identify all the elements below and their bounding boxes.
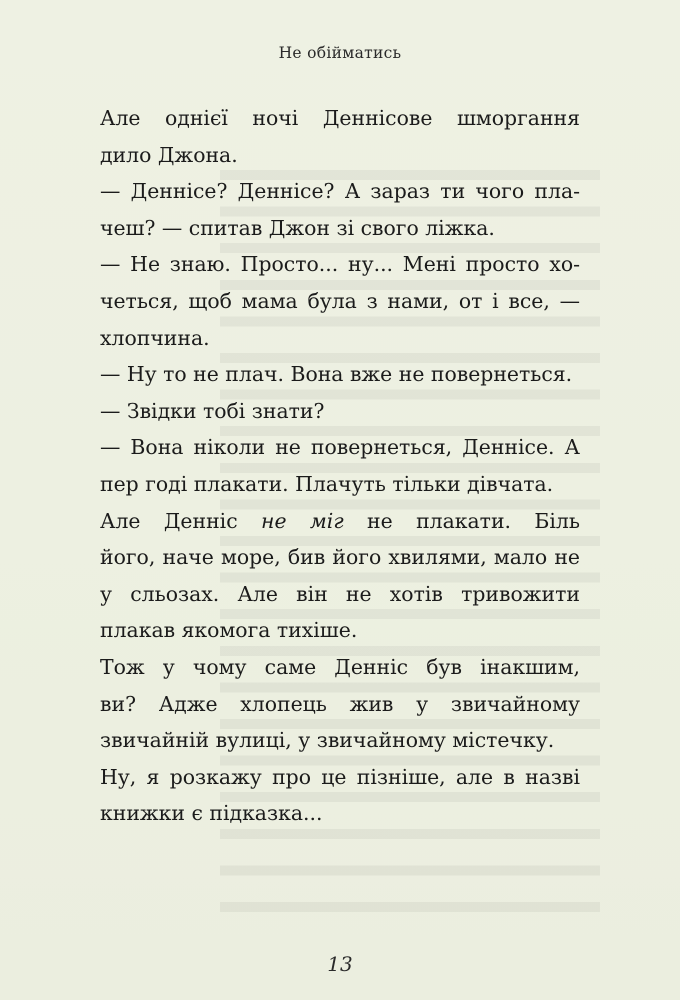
text-line [100, 210, 580, 247]
text-span: не плакати. Біль [367, 508, 580, 533]
page-number: 13 [327, 952, 353, 976]
running-head: Не обійматись [278, 44, 402, 62]
text-span: — Звідки тобі знати? [100, 398, 325, 423]
text-span: — Ну то не плач. Вона вже не повернеться. [100, 362, 573, 387]
text-line [100, 686, 580, 723]
text-line [100, 649, 580, 686]
text-line [100, 576, 580, 613]
text-line [100, 612, 580, 649]
body-text [100, 100, 580, 832]
text-line [100, 320, 580, 357]
text-line [100, 795, 580, 832]
text-span: — Деннісе? Деннісе? А зараз ти чого пла- [100, 179, 580, 204]
text-span: звичайній вулиці, у звичайному містечку. [100, 728, 555, 753]
text-span: ви? Адже хлопець жив у звичайному [100, 691, 580, 716]
italic-text: не міг [261, 508, 344, 533]
text-span: чеш? — спитав Джон зі свого ліжка. [100, 215, 495, 240]
text-line [100, 100, 580, 137]
text-span: Тож у чому саме Денніс був інакшим, [100, 654, 580, 679]
text-span: у сльозах. Але він не хотів тривожити [100, 581, 580, 606]
text-span: Але однієї ночі Деннісове шморгання [100, 106, 580, 130]
text-line [100, 356, 580, 393]
text-span: дило Джона. [100, 142, 238, 167]
text-span: четься, щоб мама була з нами, от і все, — [100, 288, 580, 313]
text-line [100, 539, 580, 576]
text-span: пер годі плакати. Плачуть тільки дівчата. [100, 471, 554, 496]
text-span: хлопчина. [100, 325, 210, 350]
text-line [100, 429, 580, 466]
text-line [100, 173, 580, 210]
text-span: книжки є підказка... [100, 801, 323, 826]
text-line [100, 283, 580, 320]
text-line [100, 393, 580, 430]
text-span: плакав якомога тихіше. [100, 618, 358, 643]
text-line [100, 137, 580, 174]
text-line [100, 503, 580, 540]
text-span: його, наче море, бив його хвилями, мало не [100, 545, 580, 570]
text-line [100, 722, 580, 759]
text-span: Ну, я розкажу про це пізніше, але в назві [100, 764, 580, 789]
text-line [100, 246, 580, 283]
text-span: — Вона ніколи не повернеться, Деннісе. А [100, 435, 580, 460]
text-span: Але Денніс [100, 508, 262, 533]
text-line [100, 759, 580, 796]
text-span: — Не знаю. Просто... ну... Мені просто хо- [100, 252, 580, 277]
text-line [100, 466, 580, 503]
